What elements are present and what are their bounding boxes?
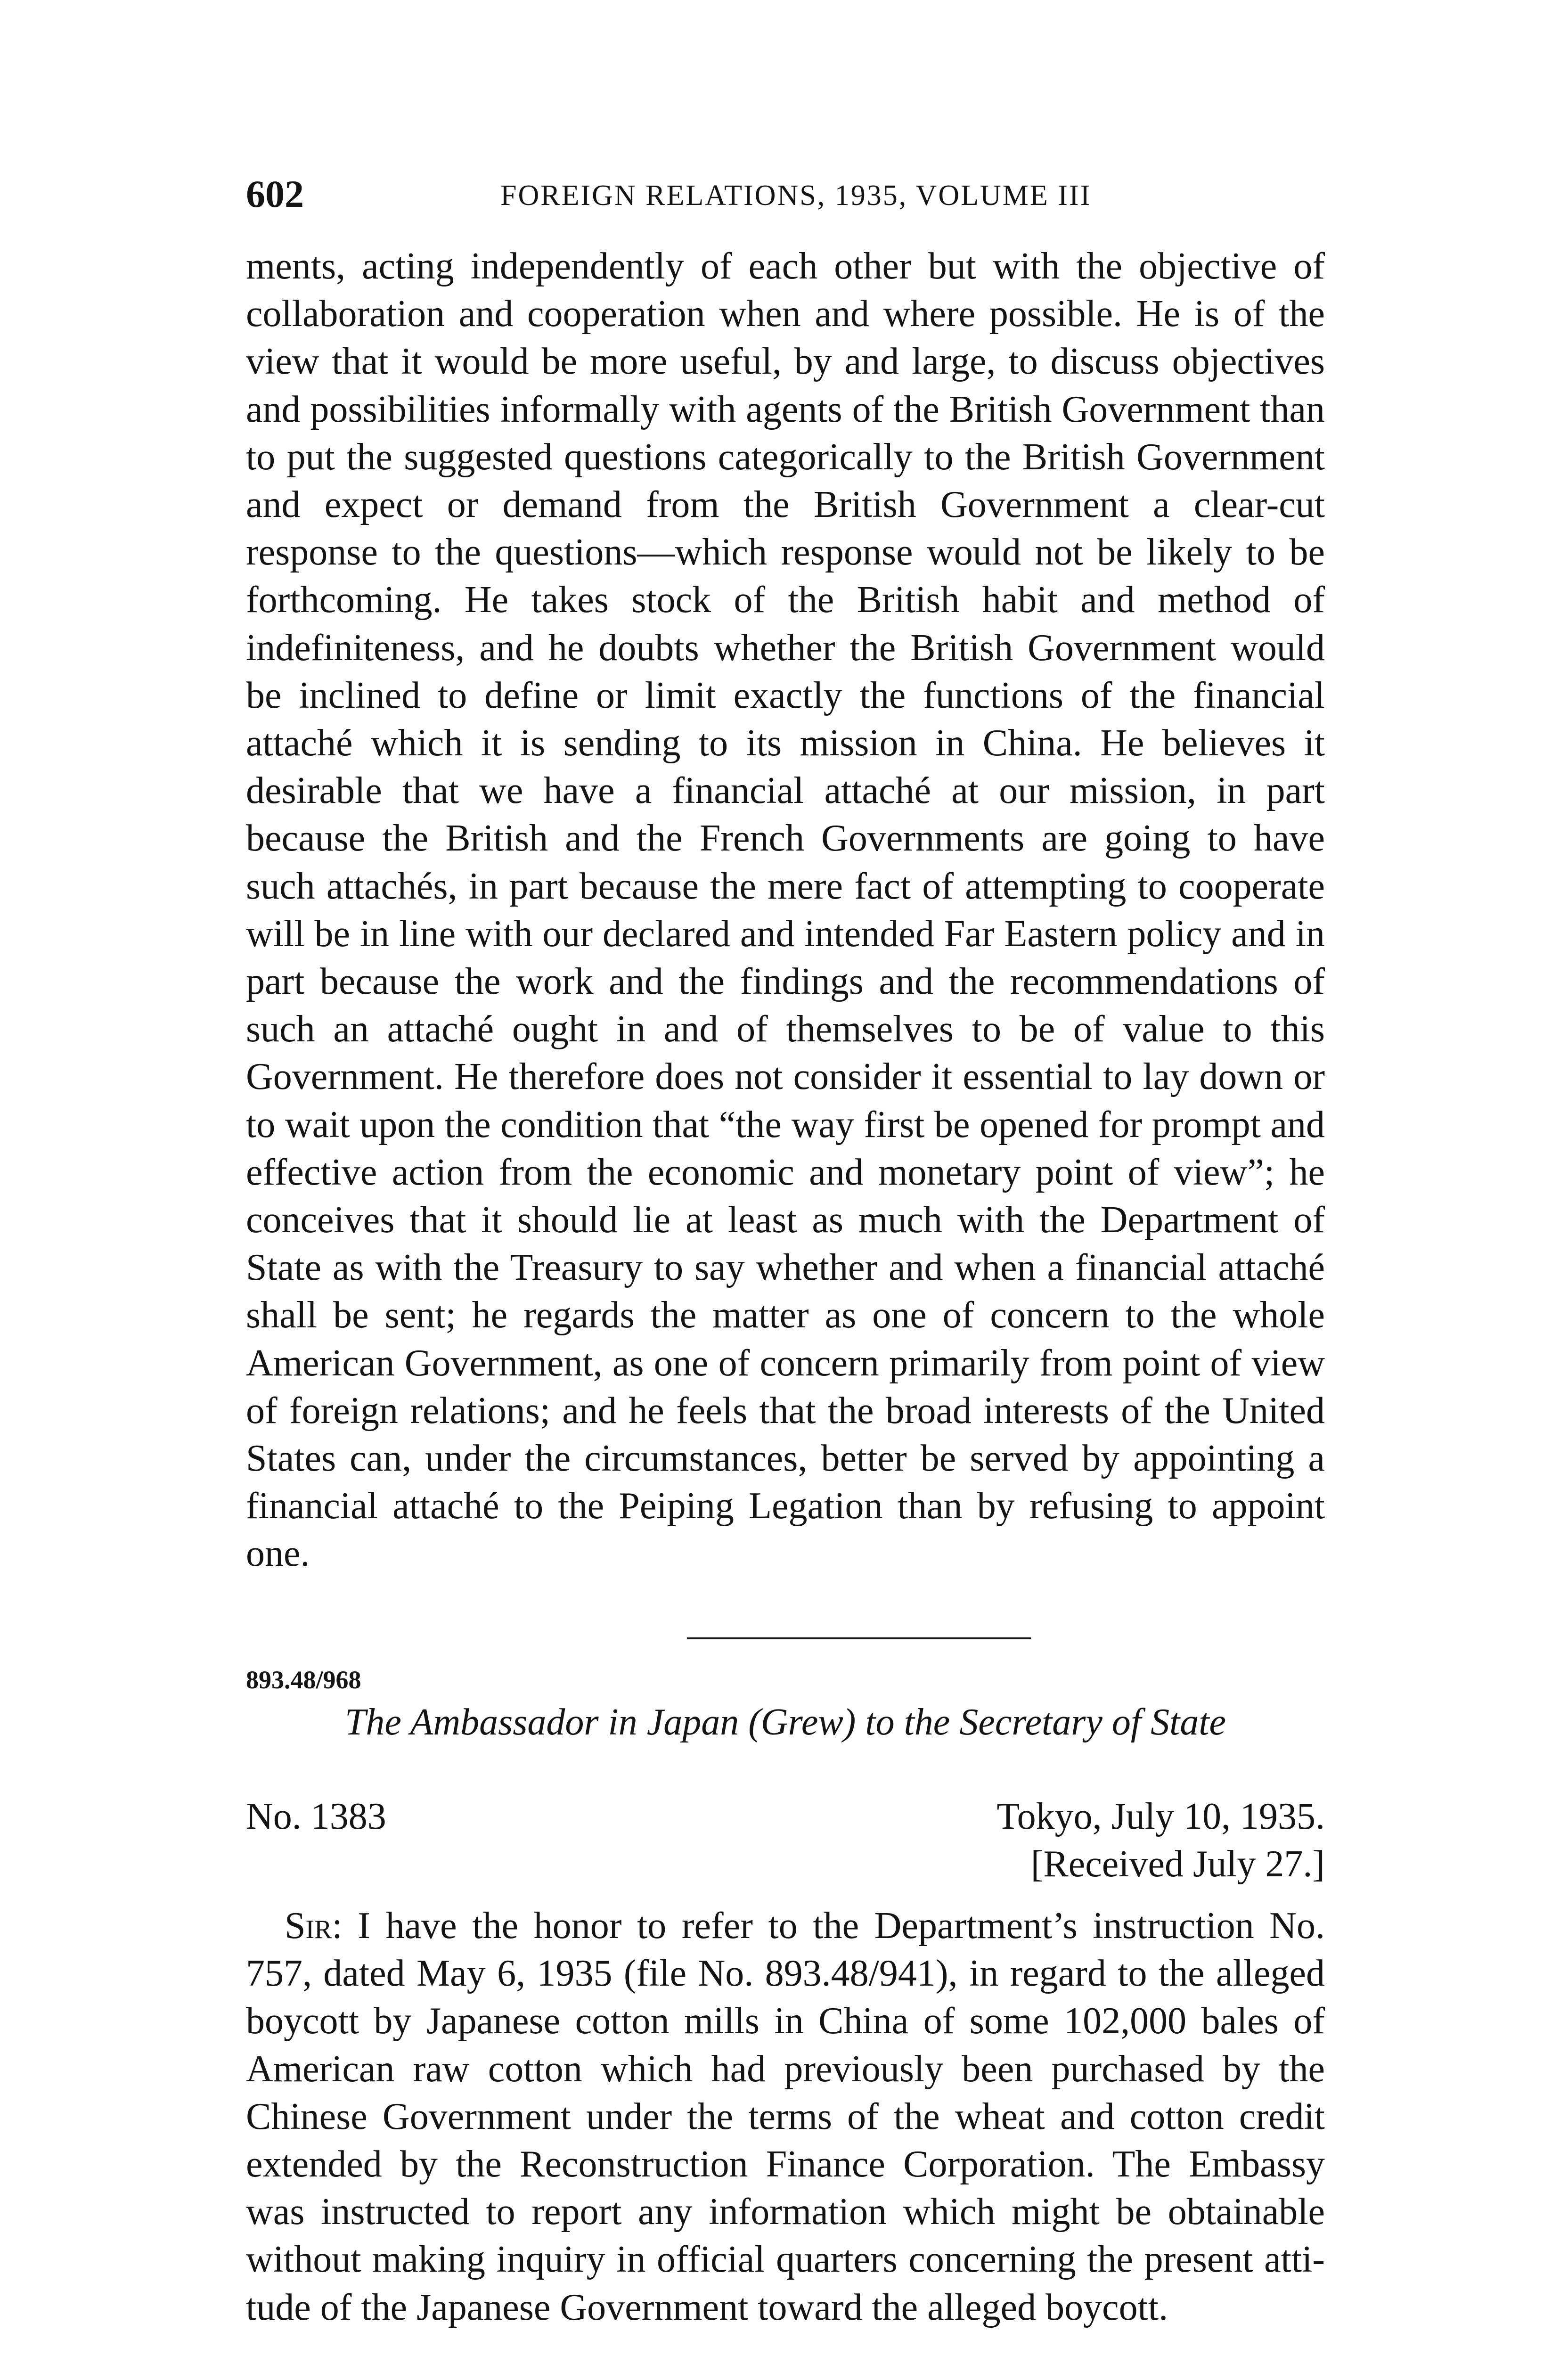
section-divider (687, 1637, 1031, 1639)
letter-body-text: I have the honor to refer to the Department’s instruction No. 757, dated May 6, 1935 (file No. 893.48/941), in regard to the alleged boycott by Japanese cotton mills in China of some 102,000 bales of American raw cotton which had previously been purchased by the Chinese Government under the terms of the wheat and cotton credit extended by the Reconstruction Finance Corporation. The Embassy was instructed to report any information which might be obtainable without making inquiry in official quarters concerning the present attitude of the Japanese Government toward the alleged boycott. (246, 1905, 1325, 2328)
letter-paragraph (246, 1902, 1325, 2331)
salutation: Sir: (285, 1905, 343, 1947)
document-number: No. 1383 (246, 1796, 386, 1837)
file-number: 893.48/968 (246, 1666, 361, 1694)
place-date (471, 1793, 1325, 1841)
running-title: FOREIGN RELATIONS, 1935, VOLUME III (500, 180, 1092, 212)
place-date-text: Tokyo, July 10, 1935. (996, 1796, 1325, 1837)
body-paragraph-continued: ments, acting independently of each other but with the objective of collaboration and cooperation when and where possible. He is of the view that it would be more useful, by and large, to discuss objectives and possibilities informally with agents of the British Government than to put the suggested questions categorically to the British Government and expect or demand from the British Government a clear-cut response to the questions—which response would not be likely to be forthcoming. He takes stock of the British habit and method of indefiniteness, and he doubts whether the British Government would be inclined to define or limit exactly the functions of the financial attaché which it is sending to its mission in China. He believes it desirable that we have a financial attaché at our mission, in part because the British and the French Governments are going to have such attachés, in part because the mere fact of attempting to cooperate will be in line with our declared and intended Far Eastern policy and in part because the work and the findings and the recommendations of such an attaché ought in and of themselves to be of value to this Government. He therefore does not consider it essential to lay down or to wait upon the condition that “the way first be opened for prompt and effective action from the economic and monetary point of view”; he conceives that it should lie at least as much with the Department of State as with the Treasury to say whether and when a financial attaché shall be sent; he regards the matter as one of concern to the whole American Government, as one of concern primarily from point of view of foreign relations; and he feels that the broad interests of the United States can, under the circumstances, better be served by appointing a financial attaché to the Peiping Legation than by refusing to appoint one. (246, 245, 1325, 1575)
page-number: 602 (246, 172, 304, 215)
document-heading: The Ambassador in Japan (Grew) to the Secretary of State (344, 1702, 1226, 1743)
received-date: [Received July 27.] (1030, 1843, 1325, 1885)
running-header (246, 171, 1325, 218)
